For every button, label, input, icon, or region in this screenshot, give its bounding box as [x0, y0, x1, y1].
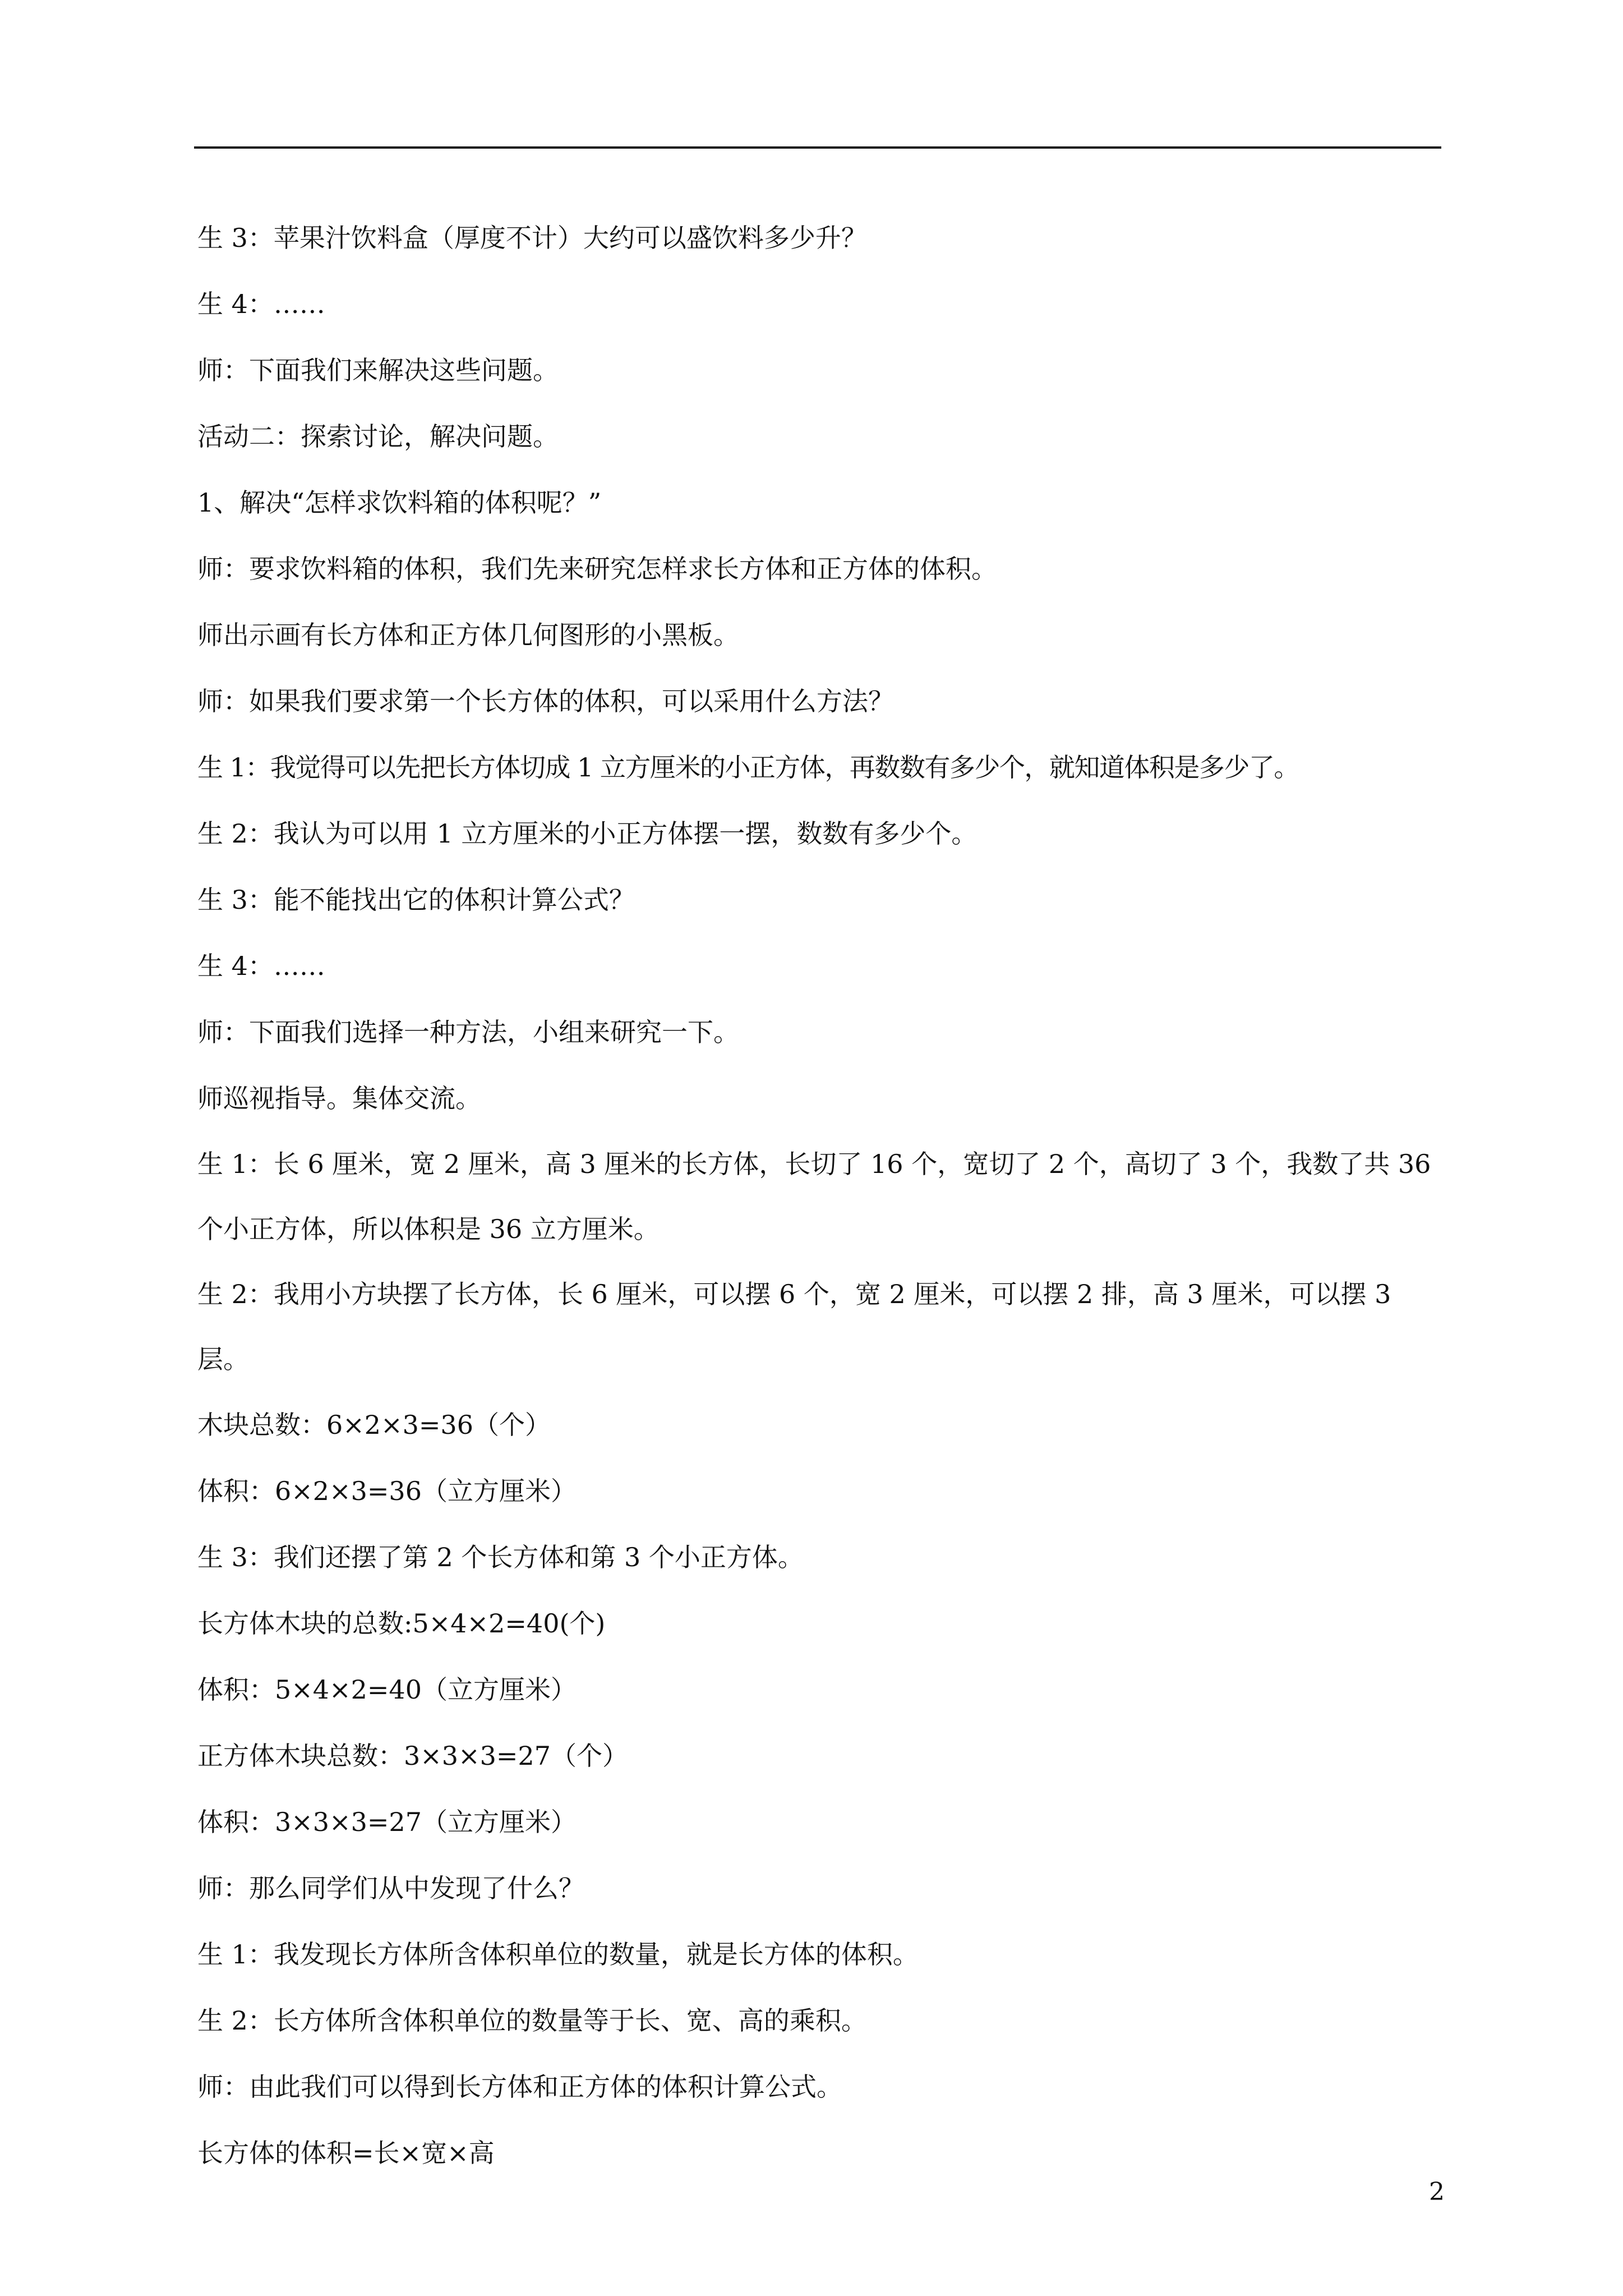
paragraph: 体积：5×4×2=40（立方厘米）: [197, 1674, 577, 1705]
paragraph: 生 4：……: [197, 951, 325, 981]
paragraph: 师出示画有长方体和正方体几何图形的小黑板。: [197, 620, 739, 650]
paragraph: 生 2：我用小方块摆了长方体，长 6 厘米，可以摆 6 个，宽 2 厘米，可以摆 2 排，高 3 厘米，可以摆 3 层。: [197, 1279, 1391, 1374]
header-rule: [194, 146, 1441, 149]
paragraph: 生 2：我认为可以用 1 立方厘米的小正方体摆一摆，数数有多少个。: [197, 818, 978, 849]
paragraph: 师：下面我们选择一种方法，小组来研究一下。: [197, 1017, 739, 1047]
paragraph: 生 3：能不能找出它的体积计算公式？: [197, 885, 635, 915]
paragraph: 1、解决“怎样求饮料箱的体积呢？”: [197, 487, 602, 518]
paragraph: 生 4：……: [197, 289, 325, 319]
paragraph: 长方体木块的总数:5×4×2=40(个): [197, 1608, 606, 1639]
paragraph: 生 1：我发现长方体所含体积单位的数量，就是长方体的体积。: [197, 1939, 919, 1970]
paragraph: 师：那么同学们从中发现了什么？: [197, 1873, 584, 1903]
paragraph: 生 3：我们还摆了第 2 个长方体和第 3 个小正方体。: [197, 1542, 804, 1572]
paragraph: 木块总数：6×2×3=36（个）: [197, 1410, 551, 1440]
paragraph: 生 1：我觉得可以先把长方体切成 1 立方厘米的小正方体，再数数有多少个，就知道体积是多少了。: [197, 752, 1299, 783]
page-number: 2: [1429, 2178, 1445, 2206]
paragraph: 师巡视指导。集体交流。: [197, 1083, 481, 1114]
paragraph: 生 3：苹果汁饮料盒（厚度不计）大约可以盛饮料多少升？: [197, 223, 867, 253]
paragraph: 长方体的体积=长×宽×高: [197, 2138, 495, 2168]
paragraph: 活动二：探索讨论，解决问题。: [197, 421, 559, 452]
paragraph: 正方体木块总数：3×3×3=27（个）: [197, 1741, 628, 1771]
paragraph: 体积：3×3×3=27（立方厘米）: [197, 1807, 577, 1837]
paragraph: 师：下面我们来解决这些问题。: [197, 355, 559, 385]
paragraph: 师：要求饮料箱的体积，我们先来研究怎样求长方体和正方体的体积。: [197, 554, 997, 584]
paragraph: 师：如果我们要求第一个长方体的体积，可以采用什么方法？: [197, 686, 894, 716]
paragraph: 生 2：长方体所含体积单位的数量等于长、宽、高的乘积。: [197, 2005, 867, 2036]
paragraph: 生 1：长 6 厘米，宽 2 厘米，高 3 厘米的长方体，长切了 16 个，宽切了 2 个，高切了 3 个，我数了共 36 个小正方体，所以体积是 36 立方厘米。: [197, 1149, 1431, 1244]
paragraph: 体积：6×2×3=36（立方厘米）: [197, 1476, 577, 1506]
document-body: [197, 205, 1445, 2186]
paragraph: 师：由此我们可以得到长方体和正方体的体积计算公式。: [197, 2072, 842, 2102]
